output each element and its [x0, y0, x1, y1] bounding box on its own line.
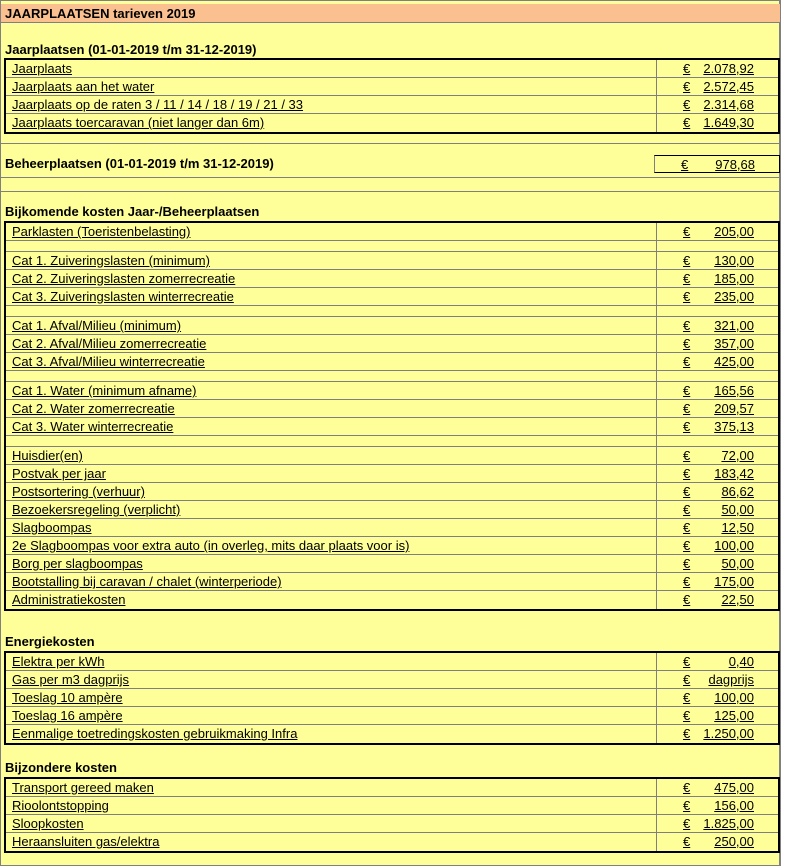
row-amount: 1.250,00	[703, 726, 754, 741]
row-label: Cat 1. Afval/Milieu (minimum)	[12, 318, 182, 333]
currency-symbol: €	[683, 592, 691, 607]
row-label: Sloopkosten	[12, 816, 84, 831]
section-heading-jaarplaatsen: Jaarplaatsen (01-01-2019 t/m 31-12-2019)	[5, 42, 257, 57]
row-amount: 156,00	[714, 798, 754, 813]
currency-symbol: €	[683, 654, 691, 669]
row-amount: 475,00	[714, 780, 754, 795]
row-label: Eenmalige toetredingskosten gebruikmaking Infra	[12, 726, 298, 741]
currency-symbol: €	[681, 157, 689, 172]
row-value-cell	[656, 779, 778, 796]
row-amount: 2.572,45	[703, 79, 754, 94]
table-row	[6, 465, 778, 483]
table-row	[6, 78, 778, 96]
table-row	[6, 270, 778, 288]
currency-symbol: €	[683, 419, 691, 434]
energiekosten-table	[4, 651, 780, 745]
row-label: Transport gereed maken	[12, 780, 154, 795]
row-value-cell	[656, 815, 778, 832]
currency-symbol: €	[683, 61, 691, 76]
table-row	[6, 537, 778, 555]
blank-value-cell	[656, 241, 778, 251]
row-value-cell	[656, 653, 778, 670]
row-value-cell	[656, 725, 778, 743]
row-amount: 12,50	[721, 520, 754, 535]
row-amount: 235,00	[714, 289, 754, 304]
currency-symbol: €	[683, 726, 691, 741]
row-label: Jaarplaats aan het water	[12, 79, 155, 94]
row-amount: 86,62	[721, 484, 754, 499]
row-amount: 125,00	[714, 708, 754, 723]
row-label: Cat 3. Afval/Milieu winterrecreatie	[12, 354, 205, 369]
currency-symbol: €	[683, 816, 691, 831]
currency-symbol: €	[683, 448, 691, 463]
currency-symbol: €	[683, 97, 691, 112]
table-row	[6, 671, 778, 689]
section-heading-energiekosten: Energiekosten	[5, 634, 95, 649]
sheet-title: JAARPLAATSEN tarieven 2019	[5, 6, 196, 21]
row-amount: 2.078,92	[703, 61, 754, 76]
currency-symbol: €	[683, 253, 691, 268]
divider	[1, 143, 780, 144]
currency-symbol: €	[683, 502, 691, 517]
row-amount: 209,57	[714, 401, 754, 416]
row-value-cell	[656, 465, 778, 482]
table-row	[6, 707, 778, 725]
section-heading-bijkomende-kosten: Bijkomende kosten Jaar-/Beheerplaatsen	[5, 204, 260, 219]
table-row	[6, 60, 778, 78]
row-label: Toeslag 16 ampère	[12, 708, 123, 723]
bijkomende-kosten-table	[4, 221, 780, 611]
row-label: Administratiekosten	[12, 592, 126, 607]
row-amount: dagprijs	[708, 672, 754, 687]
row-label: Rioolontstopping	[12, 798, 109, 813]
table-row	[6, 689, 778, 707]
row-value-cell	[656, 707, 778, 724]
table-row	[6, 815, 778, 833]
row-value-cell	[656, 555, 778, 572]
section-heading-beheerplaatsen: Beheerplaatsen (01-01-2019 t/m 31-12-2019)	[5, 156, 274, 171]
row-label: Cat 2. Water zomerrecreatie	[12, 401, 175, 416]
row-amount: 375,13	[714, 419, 754, 434]
row-value-cell	[656, 689, 778, 706]
table-row	[6, 335, 778, 353]
row-value-cell	[656, 447, 778, 464]
currency-symbol: €	[683, 383, 691, 398]
row-label: Bootstalling bij caravan / chalet (winterperiode)	[12, 574, 282, 589]
table-row	[6, 400, 778, 418]
currency-symbol: €	[683, 336, 691, 351]
row-value-cell	[656, 317, 778, 334]
currency-symbol: €	[683, 574, 691, 589]
row-label: Heraansluiten gas/elektra	[12, 834, 160, 849]
row-amount: 205,00	[714, 224, 754, 239]
row-value-cell	[656, 78, 778, 95]
row-amount: 175,00	[714, 574, 754, 589]
blank-row	[6, 371, 778, 382]
currency-symbol: €	[683, 708, 691, 723]
row-amount: 2.314,68	[703, 97, 754, 112]
row-amount: 100,00	[714, 690, 754, 705]
currency-symbol: €	[683, 466, 691, 481]
table-row	[6, 447, 778, 465]
table-row	[6, 725, 778, 743]
row-value-cell	[656, 60, 778, 77]
blank-row	[6, 436, 778, 447]
row-label: Jaarplaats op de raten 3 / 11 / 14 / 18 / 19 / 21 / 33	[12, 97, 304, 112]
table-row	[6, 653, 778, 671]
currency-symbol: €	[683, 289, 691, 304]
row-value-cell	[656, 252, 778, 269]
table-row	[6, 114, 778, 132]
row-amount: 250,00	[714, 834, 754, 849]
row-amount: 321,00	[714, 318, 754, 333]
table-row	[6, 96, 778, 114]
row-value-cell	[656, 400, 778, 417]
sheet-title-bar	[1, 4, 780, 23]
table-row	[6, 418, 778, 436]
table-row	[6, 797, 778, 815]
table-row	[6, 833, 778, 851]
row-label: Cat 2. Afval/Milieu zomerrecreatie	[12, 336, 207, 351]
currency-symbol: €	[683, 780, 691, 795]
currency-symbol: €	[683, 798, 691, 813]
table-row	[6, 779, 778, 797]
currency-symbol: €	[683, 354, 691, 369]
row-value-cell	[656, 537, 778, 554]
row-value-cell	[656, 418, 778, 435]
beheerplaatsen-row	[4, 155, 780, 173]
table-row	[6, 519, 778, 537]
row-label: Parklasten (Toeristenbelasting)	[12, 224, 191, 239]
blank-value-cell	[656, 436, 778, 446]
row-label: Postsortering (verhuur)	[12, 484, 145, 499]
row-label: Elektra per kWh	[12, 654, 105, 669]
table-row	[6, 483, 778, 501]
currency-symbol: €	[683, 115, 691, 130]
row-value-cell	[656, 335, 778, 352]
row-label: Huisdier(en)	[12, 448, 83, 463]
blank-value-cell	[656, 371, 778, 381]
row-value-cell	[656, 270, 778, 287]
row-amount: 50,00	[721, 502, 754, 517]
row-label: Slagboompas	[12, 520, 92, 535]
row-label: Jaarplaats	[12, 61, 72, 76]
row-amount: 183,42	[714, 466, 754, 481]
row-amount: 0,40	[728, 654, 754, 669]
currency-symbol: €	[683, 271, 691, 286]
table-row	[6, 288, 778, 306]
row-value-cell	[656, 114, 778, 132]
row-value-cell	[656, 573, 778, 590]
currency-symbol: €	[683, 224, 691, 239]
row-amount: 1.649,30	[703, 115, 754, 130]
row-value-cell	[656, 519, 778, 536]
divider	[1, 191, 780, 192]
table-row	[6, 382, 778, 400]
blank-row	[6, 241, 778, 252]
currency-symbol: €	[683, 79, 691, 94]
row-value-cell	[656, 96, 778, 113]
row-value-cell	[656, 353, 778, 370]
row-label: Borg per slagboompas	[12, 556, 143, 571]
row-amount: 22,50	[721, 592, 754, 607]
currency-symbol: €	[683, 401, 691, 416]
row-value-cell	[656, 671, 778, 688]
row-amount: 1.825,00	[703, 816, 754, 831]
row-value-cell	[656, 382, 778, 399]
row-amount: 165,56	[714, 383, 754, 398]
table-row	[6, 252, 778, 270]
row-label: Jaarplaats toercaravan (niet langer dan 6m)	[12, 115, 265, 130]
row-value-cell	[656, 797, 778, 814]
table-row	[4, 155, 780, 173]
row-label: Postvak per jaar	[12, 466, 106, 481]
currency-symbol: €	[683, 556, 691, 571]
row-label: Cat 2. Zuiveringslasten zomerrecreatie	[12, 271, 236, 286]
row-amount: 978,68	[715, 157, 755, 172]
row-amount: 100,00	[714, 538, 754, 553]
row-amount: 50,00	[721, 556, 754, 571]
currency-symbol: €	[683, 538, 691, 553]
blank-row	[6, 306, 778, 317]
row-label: Bezoekersregeling (verplicht)	[12, 502, 181, 517]
table-row	[6, 501, 778, 519]
bijzondere-kosten-table	[4, 777, 780, 853]
row-value-cell	[656, 501, 778, 518]
currency-symbol: €	[683, 834, 691, 849]
row-label: Cat 3. Zuiveringslasten winterrecreatie	[12, 289, 234, 304]
table-row	[6, 223, 778, 241]
table-row	[6, 573, 778, 591]
table-row	[6, 353, 778, 371]
row-amount: 357,00	[714, 336, 754, 351]
table-row	[6, 555, 778, 573]
divider	[1, 177, 780, 178]
row-value-cell	[656, 833, 778, 851]
jaarplaatsen-table	[4, 58, 780, 134]
currency-symbol: €	[683, 484, 691, 499]
row-label: Toeslag 10 ampère	[12, 690, 123, 705]
row-label: Cat 1. Water (minimum afname)	[12, 383, 197, 398]
row-amount: 185,00	[714, 271, 754, 286]
row-label: Cat 1. Zuiveringslasten (minimum)	[12, 253, 210, 268]
row-value-cell	[654, 155, 780, 173]
row-value-cell	[656, 483, 778, 500]
currency-symbol: €	[683, 520, 691, 535]
row-amount: 72,00	[721, 448, 754, 463]
currency-symbol: €	[683, 318, 691, 333]
section-heading-bijzondere-kosten: Bijzondere kosten	[5, 760, 117, 775]
table-row	[6, 591, 778, 609]
row-label: 2e Slagboompas voor extra auto (in overleg, mits daar plaats voor is)	[12, 538, 410, 553]
table-row	[6, 317, 778, 335]
row-amount: 425,00	[714, 354, 754, 369]
currency-symbol: €	[683, 672, 691, 687]
row-label: Cat 3. Water winterrecreatie	[12, 419, 174, 434]
row-value-cell	[656, 591, 778, 609]
blank-value-cell	[656, 306, 778, 316]
row-amount: 130,00	[714, 253, 754, 268]
row-value-cell	[656, 288, 778, 305]
row-label: Gas per m3 dagprijs	[12, 672, 130, 687]
currency-symbol: €	[683, 690, 691, 705]
row-value-cell	[656, 223, 778, 240]
